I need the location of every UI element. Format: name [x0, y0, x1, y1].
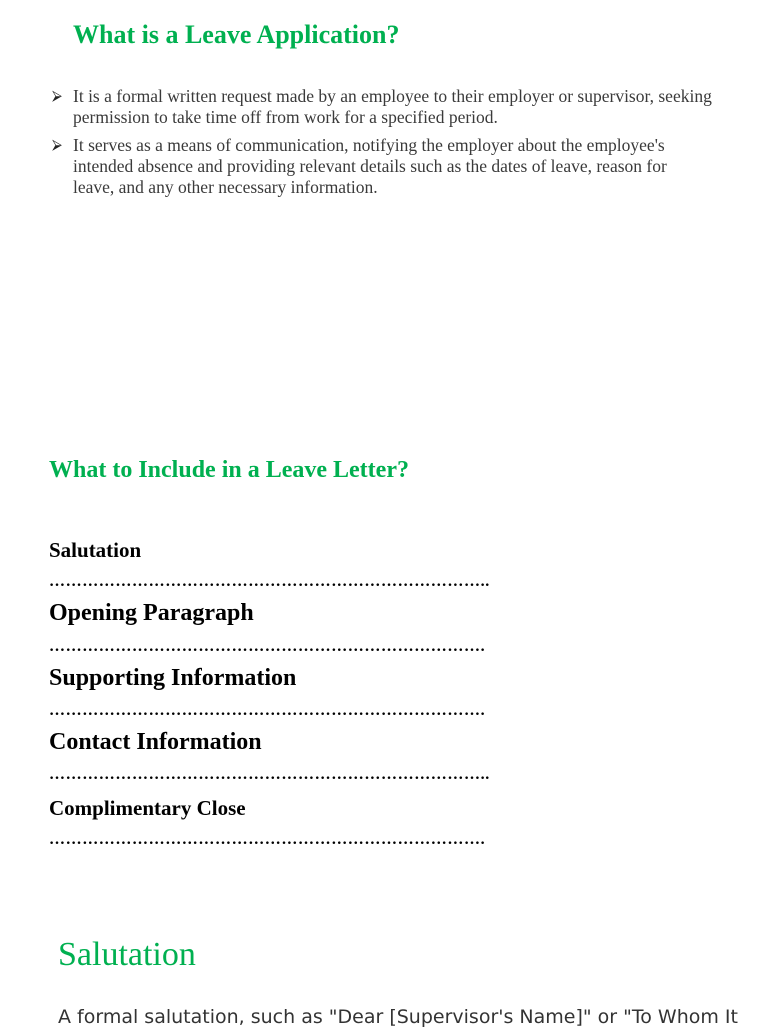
definition-bullet-list [52, 86, 712, 205]
list-item [52, 135, 712, 198]
arrow-bullet-icon: ⮚ [52, 138, 62, 153]
bullet-text: It serves as a means of communication, notifying the employer about the employee's intended absence and providing relevant details such as the dates of leave, reason for leave, and any other necessary information. [73, 135, 667, 197]
arrow-bullet-icon: ⮚ [52, 89, 62, 104]
section-heading-what-to-include: What to Include in a Leave Letter? [49, 457, 409, 483]
section-heading-salutation: Salutation [58, 936, 196, 973]
list-item [52, 86, 712, 128]
include-item-complimentary-close: Complimentary Close [49, 796, 246, 820]
fill-in-line: ……………………………………………………………………. [49, 702, 486, 719]
fill-in-line: …………………………………………………………………….. [49, 573, 490, 590]
section-heading-leave-application: What is a Leave Application? [73, 20, 400, 49]
fill-in-line: …………………………………………………………………….. [49, 766, 490, 783]
fill-in-line: ……………………………………………………………………. [49, 831, 486, 848]
include-item-contact-information: Contact Information [49, 729, 262, 755]
fill-in-line: ……………………………………………………………………. [49, 638, 486, 655]
salutation-body-text: A formal salutation, such as "Dear [Supervisor's Name]" or "To Whom It [58, 1006, 738, 1028]
include-item-opening-paragraph: Opening Paragraph [49, 600, 254, 626]
include-item-supporting-information: Supporting Information [49, 665, 297, 691]
include-item-salutation: Salutation [49, 538, 142, 562]
bullet-text: It is a formal written request made by an employee to their employer or supervisor, seeking permission to take time off from work for a specified period. [73, 86, 712, 127]
